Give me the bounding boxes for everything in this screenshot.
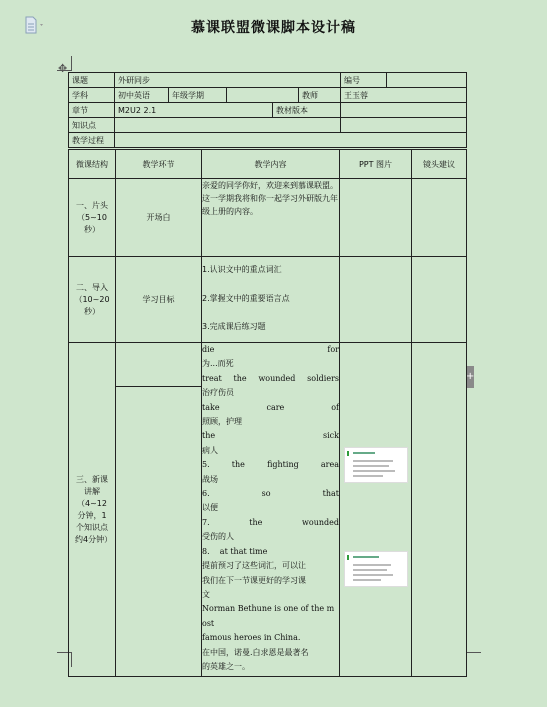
add-column-handle-icon[interactable]: + (466, 366, 474, 388)
chapter-value[interactable]: M2U2 2.1 (115, 103, 273, 118)
teacher-label: 教师 (299, 88, 341, 103)
knowledge-value[interactable] (115, 118, 341, 133)
sentence-line: Norman Bethune is one of the m (202, 604, 335, 614)
header-structure: 微课结构 (69, 150, 116, 179)
edition-value[interactable] (341, 103, 467, 118)
row2-stage[interactable]: 学习目标 (116, 257, 202, 343)
row3-ppt[interactable] (340, 343, 412, 677)
subject-value[interactable]: 初中英语 (115, 88, 169, 103)
header-camera: 镜头建议 (412, 150, 467, 179)
row1-ppt[interactable] (340, 179, 412, 257)
edition-label: 教材版本 (273, 103, 341, 118)
row1-camera[interactable] (412, 179, 467, 257)
topic-label: 课题 (69, 73, 115, 88)
metadata-table (68, 72, 467, 148)
row1-content[interactable]: 亲爱的同学你好，欢迎来到慕课联盟。这一学期我将和你一起学习外研版九年级上册的内容。 (202, 179, 340, 257)
table-move-handle-icon[interactable]: ✥ (58, 62, 68, 75)
number-label: 编号 (341, 73, 387, 88)
ppt-thumbnail[interactable] (344, 551, 408, 587)
vocab-phrase-2: treat the wounded soldiers (202, 373, 339, 383)
row1-stage[interactable]: 开场白 (116, 179, 202, 257)
page-corner-mark (466, 652, 481, 667)
ppt-thumbnail[interactable] (344, 447, 408, 483)
vocab-meaning: 战场 (202, 474, 218, 484)
vocab-meaning: 病人 (202, 445, 218, 455)
teacher-value[interactable]: 王玉蓉 (341, 88, 467, 103)
vocab-phrase-8: 8. at that time (202, 546, 268, 556)
note-line: 我们在下一节课更好的学习课 (202, 575, 306, 585)
topic-value[interactable]: 外研同步 (115, 73, 341, 88)
row2-ppt[interactable] (340, 257, 412, 343)
lesson-table (68, 149, 467, 677)
row2-structure[interactable]: 二、导入（10~20秒） (69, 257, 116, 343)
page-corner-mark (57, 56, 72, 71)
sentence-line: ost (202, 618, 215, 628)
vocab-phrase-3: take care of (202, 402, 339, 412)
vocab-phrase-4: the sick (202, 431, 339, 441)
goal-3: 3.完成课后练习题 (202, 322, 266, 331)
header-stage: 教学环节 (116, 150, 202, 179)
vocab-meaning: 照顾，护理 (202, 417, 242, 427)
vocab-phrase-6: 6. so that (202, 489, 339, 499)
knowledge-label: 知识点 (69, 118, 115, 133)
row3-content[interactable] (202, 343, 340, 677)
row3-camera[interactable] (412, 343, 467, 677)
grade-label: 年级学期 (169, 88, 227, 103)
document-title: 慕课联盟微课脚本设计稿 (191, 20, 356, 36)
vocab-meaning: 为...而死 (202, 359, 234, 369)
header-ppt: PPT 图片 (340, 150, 412, 179)
chapter-label: 章节 (69, 103, 115, 118)
header-content: 教学内容 (202, 150, 340, 179)
vocab-phrase-5: 5. the fighting area (202, 460, 339, 470)
knowledge-extra[interactable] (341, 118, 467, 133)
row1-structure[interactable]: 一、片头（5~10秒） (69, 179, 116, 257)
note-line: 文 (202, 589, 210, 599)
row3-structure[interactable]: 三、新课讲解（4~12分钟，1个知识点约4分钟） (69, 343, 116, 677)
subject-label: 学科 (69, 88, 115, 103)
vocab-meaning: 治疗伤员 (202, 388, 234, 398)
grade-value[interactable] (227, 88, 299, 103)
translation-line: 在中国，诺曼.白求恩是最著名 (202, 647, 309, 657)
sentence-line: famous heroes in China. (202, 633, 301, 643)
vocab-meaning: 受伤的人 (202, 532, 234, 542)
note-line: 提前预习了这些词汇，可以让 (202, 561, 306, 571)
vocab-phrase-7: 7. the wounded (202, 517, 339, 527)
row2-camera[interactable] (412, 257, 467, 343)
number-value[interactable] (387, 73, 467, 88)
vocab-word: die (202, 345, 215, 354)
goal-2: 2.掌握文中的重要语言点 (202, 293, 290, 303)
vocab-meaning: 以便 (202, 503, 218, 513)
row3-stage-bottom[interactable] (116, 387, 202, 677)
goal-1: 1.认识文中的重点词汇 (202, 265, 282, 274)
vocab-word: for (327, 345, 339, 354)
row3-stage-top[interactable] (116, 343, 202, 387)
row2-content[interactable] (202, 257, 340, 343)
translation-line: 的英雄之一。 (202, 661, 250, 671)
process-label: 教学过程 (69, 133, 115, 148)
process-value[interactable] (115, 133, 467, 148)
